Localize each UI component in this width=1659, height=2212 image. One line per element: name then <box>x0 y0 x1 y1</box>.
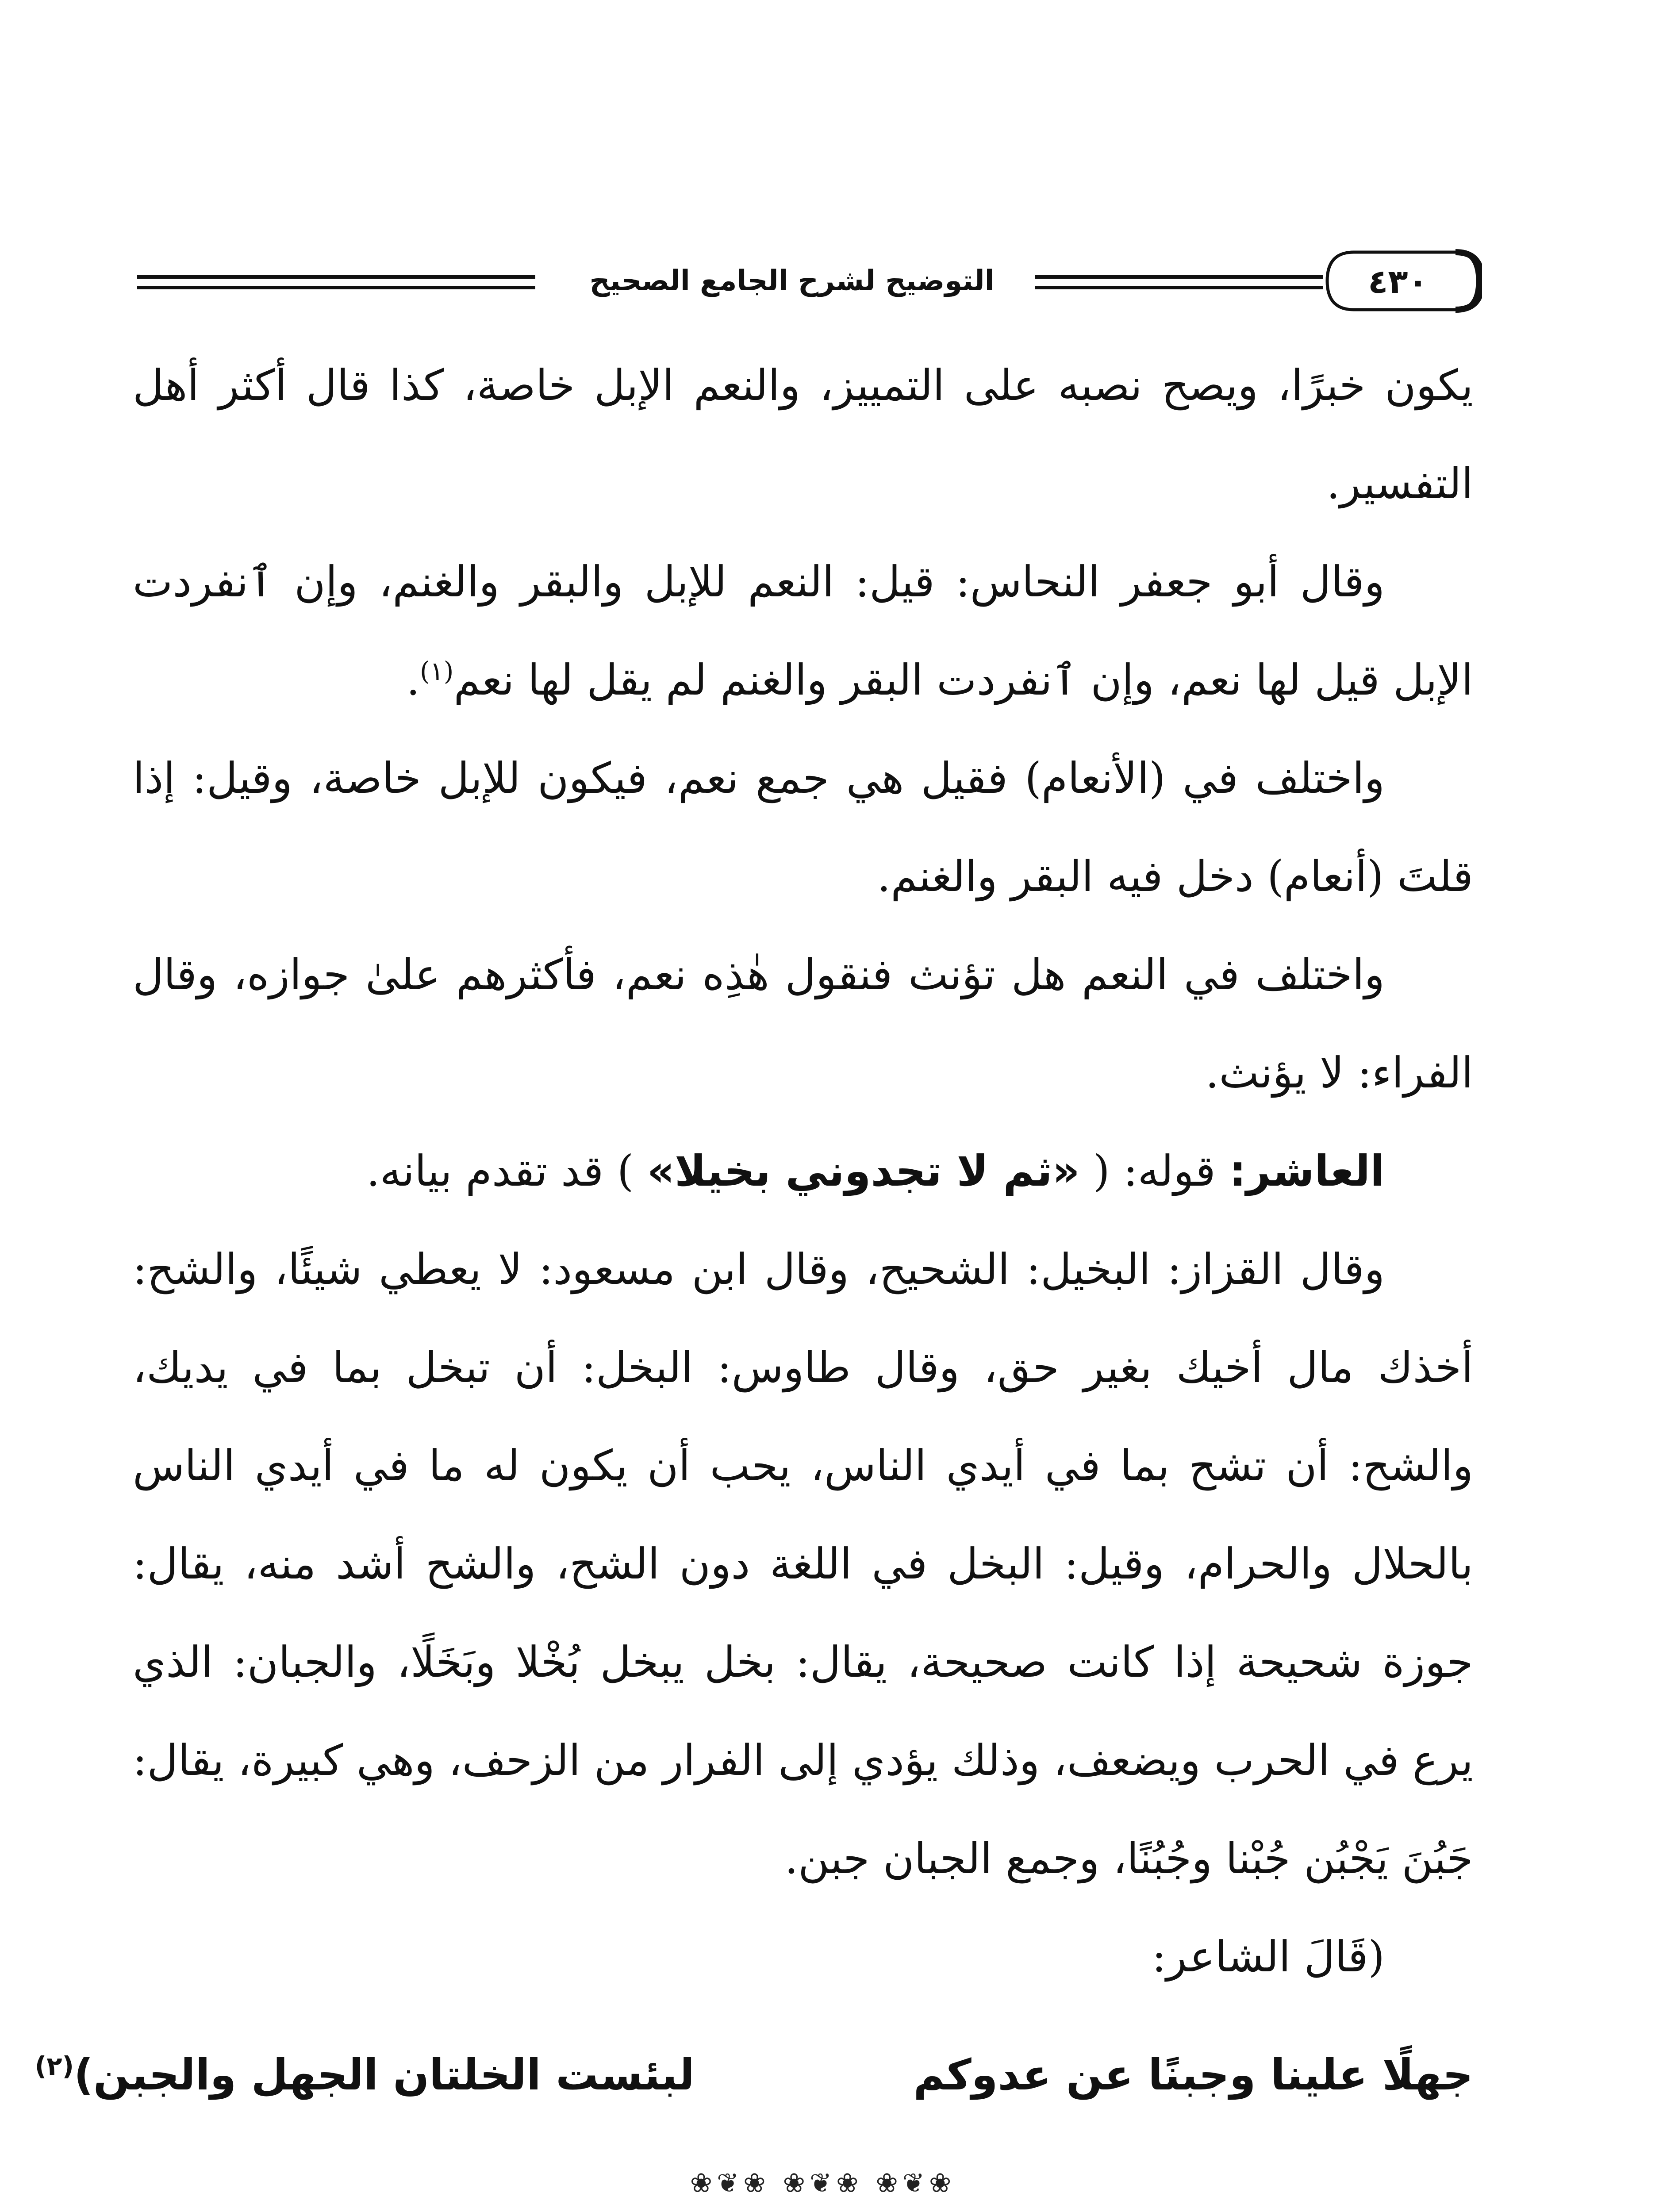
line: ) قد تقدم بيانه. <box>366 1146 647 1196</box>
line: واختلف في (الأنعام) فقيل هي جمع نعم، فيكون للإبل خاصة، <box>309 753 1385 803</box>
ornament-divider: ❀❦❀ ❀❦❀ ❀❦❀ <box>690 2168 956 2199</box>
line: وقيل: إذا قلتَ (أنعام) دخل فيه البقر والغنم. <box>133 753 1473 901</box>
line: والشح: أخذك مال أخيك بغير حق، وقال طاوس: البخل: أن تبخل بما <box>133 1244 1474 1392</box>
line: وقال القزاز: البخيل: الشحيح، وقال ابن مسعود: لا يعطي شيئًا، <box>274 1244 1385 1294</box>
body-text <box>133 336 1473 2006</box>
paragraph-6 <box>133 1220 1473 1908</box>
verse-hemistich-1: جهلًا علينا وجبنًا عن عدوكم <box>913 2050 1473 2100</box>
paragraph-5 <box>133 1122 1473 1220</box>
line: وجُبُنًا، وجمع الجبان جبن. <box>784 1834 1212 1883</box>
footnote-ref-2[interactable]: (٢) <box>35 2051 74 2081</box>
line: يكون خبرًا، ويصح نصبه على التمييز، والنعم الإبل خاصة، كذا قال <box>306 361 1474 410</box>
footnote-ref-1[interactable]: (١) <box>420 656 454 686</box>
header-rule-left-2 <box>137 286 535 289</box>
running-title: التوضيح لشرح الجامع الصحيح <box>589 265 995 297</box>
header-rule-left <box>137 275 535 279</box>
hadith-quote: «ثم لا تجدوني بخيلا» <box>647 1146 1080 1196</box>
page-number-frame <box>1323 248 1482 314</box>
section-label: العاشر: <box>1229 1146 1385 1196</box>
line: في يديك، والشح: أن تشح بما في أيدي الناس، يحب أن يكون له ما في <box>133 1343 1473 1490</box>
line: . <box>406 655 420 705</box>
header-rule-right-2 <box>1035 286 1323 289</box>
line: أكثر أهل التفسير. <box>133 361 1473 508</box>
line: ٱنفردت الإبل قيل لها نعم، وإن ٱنفردت البقر والغنم لم يقل لها نعم <box>133 557 1473 705</box>
page-number: ٤٣٠ <box>1368 263 1428 301</box>
paragraph-2 <box>133 533 1473 729</box>
line: وقال أبو جعفر النحاس: قيل: النعم للإبل والبقر والغنم، وإن <box>294 557 1385 607</box>
verse-hemistich-2 <box>35 2035 695 2115</box>
line: واختلف في النعم هل تؤنث فنقول هٰذِه نعم، فأكثرهم علىٰ جوازه، <box>233 950 1385 999</box>
paragraph-4 <box>133 926 1473 1122</box>
header-rule-right <box>1035 275 1323 279</box>
line: يؤدي إلى الفرار من الزحف، وهي كبيرة، يقال: جَبُنَ يَجْبُن جُبْنا <box>133 1736 1473 1883</box>
verse-text: لبئست الخلتان الجهل والجبن) <box>74 2050 695 2100</box>
line: أيدي الناس بالحلال والحرام، وقيل: البخل في اللغة دون الشح، <box>133 1441 1474 1589</box>
paragraph-3 <box>133 729 1473 926</box>
line: وقال الفراء: لا يؤنث. <box>133 950 1473 1098</box>
page-header <box>133 248 1482 319</box>
line: قوله: ( <box>1079 1146 1229 1196</box>
paragraph-7: (قَالَ الشاعر: <box>1152 1932 1385 1982</box>
paragraph-1 <box>133 336 1473 533</box>
line: يبخل بُخْلا وبَخَلًا، والجبان: الذي يرع في الحرب ويضعف، وذلك <box>133 1637 1474 1785</box>
line: والشح أشد منه، يقال: جوزة شحيحة إذا كانت صحيحة، يقال: بخل <box>133 1539 1474 1687</box>
